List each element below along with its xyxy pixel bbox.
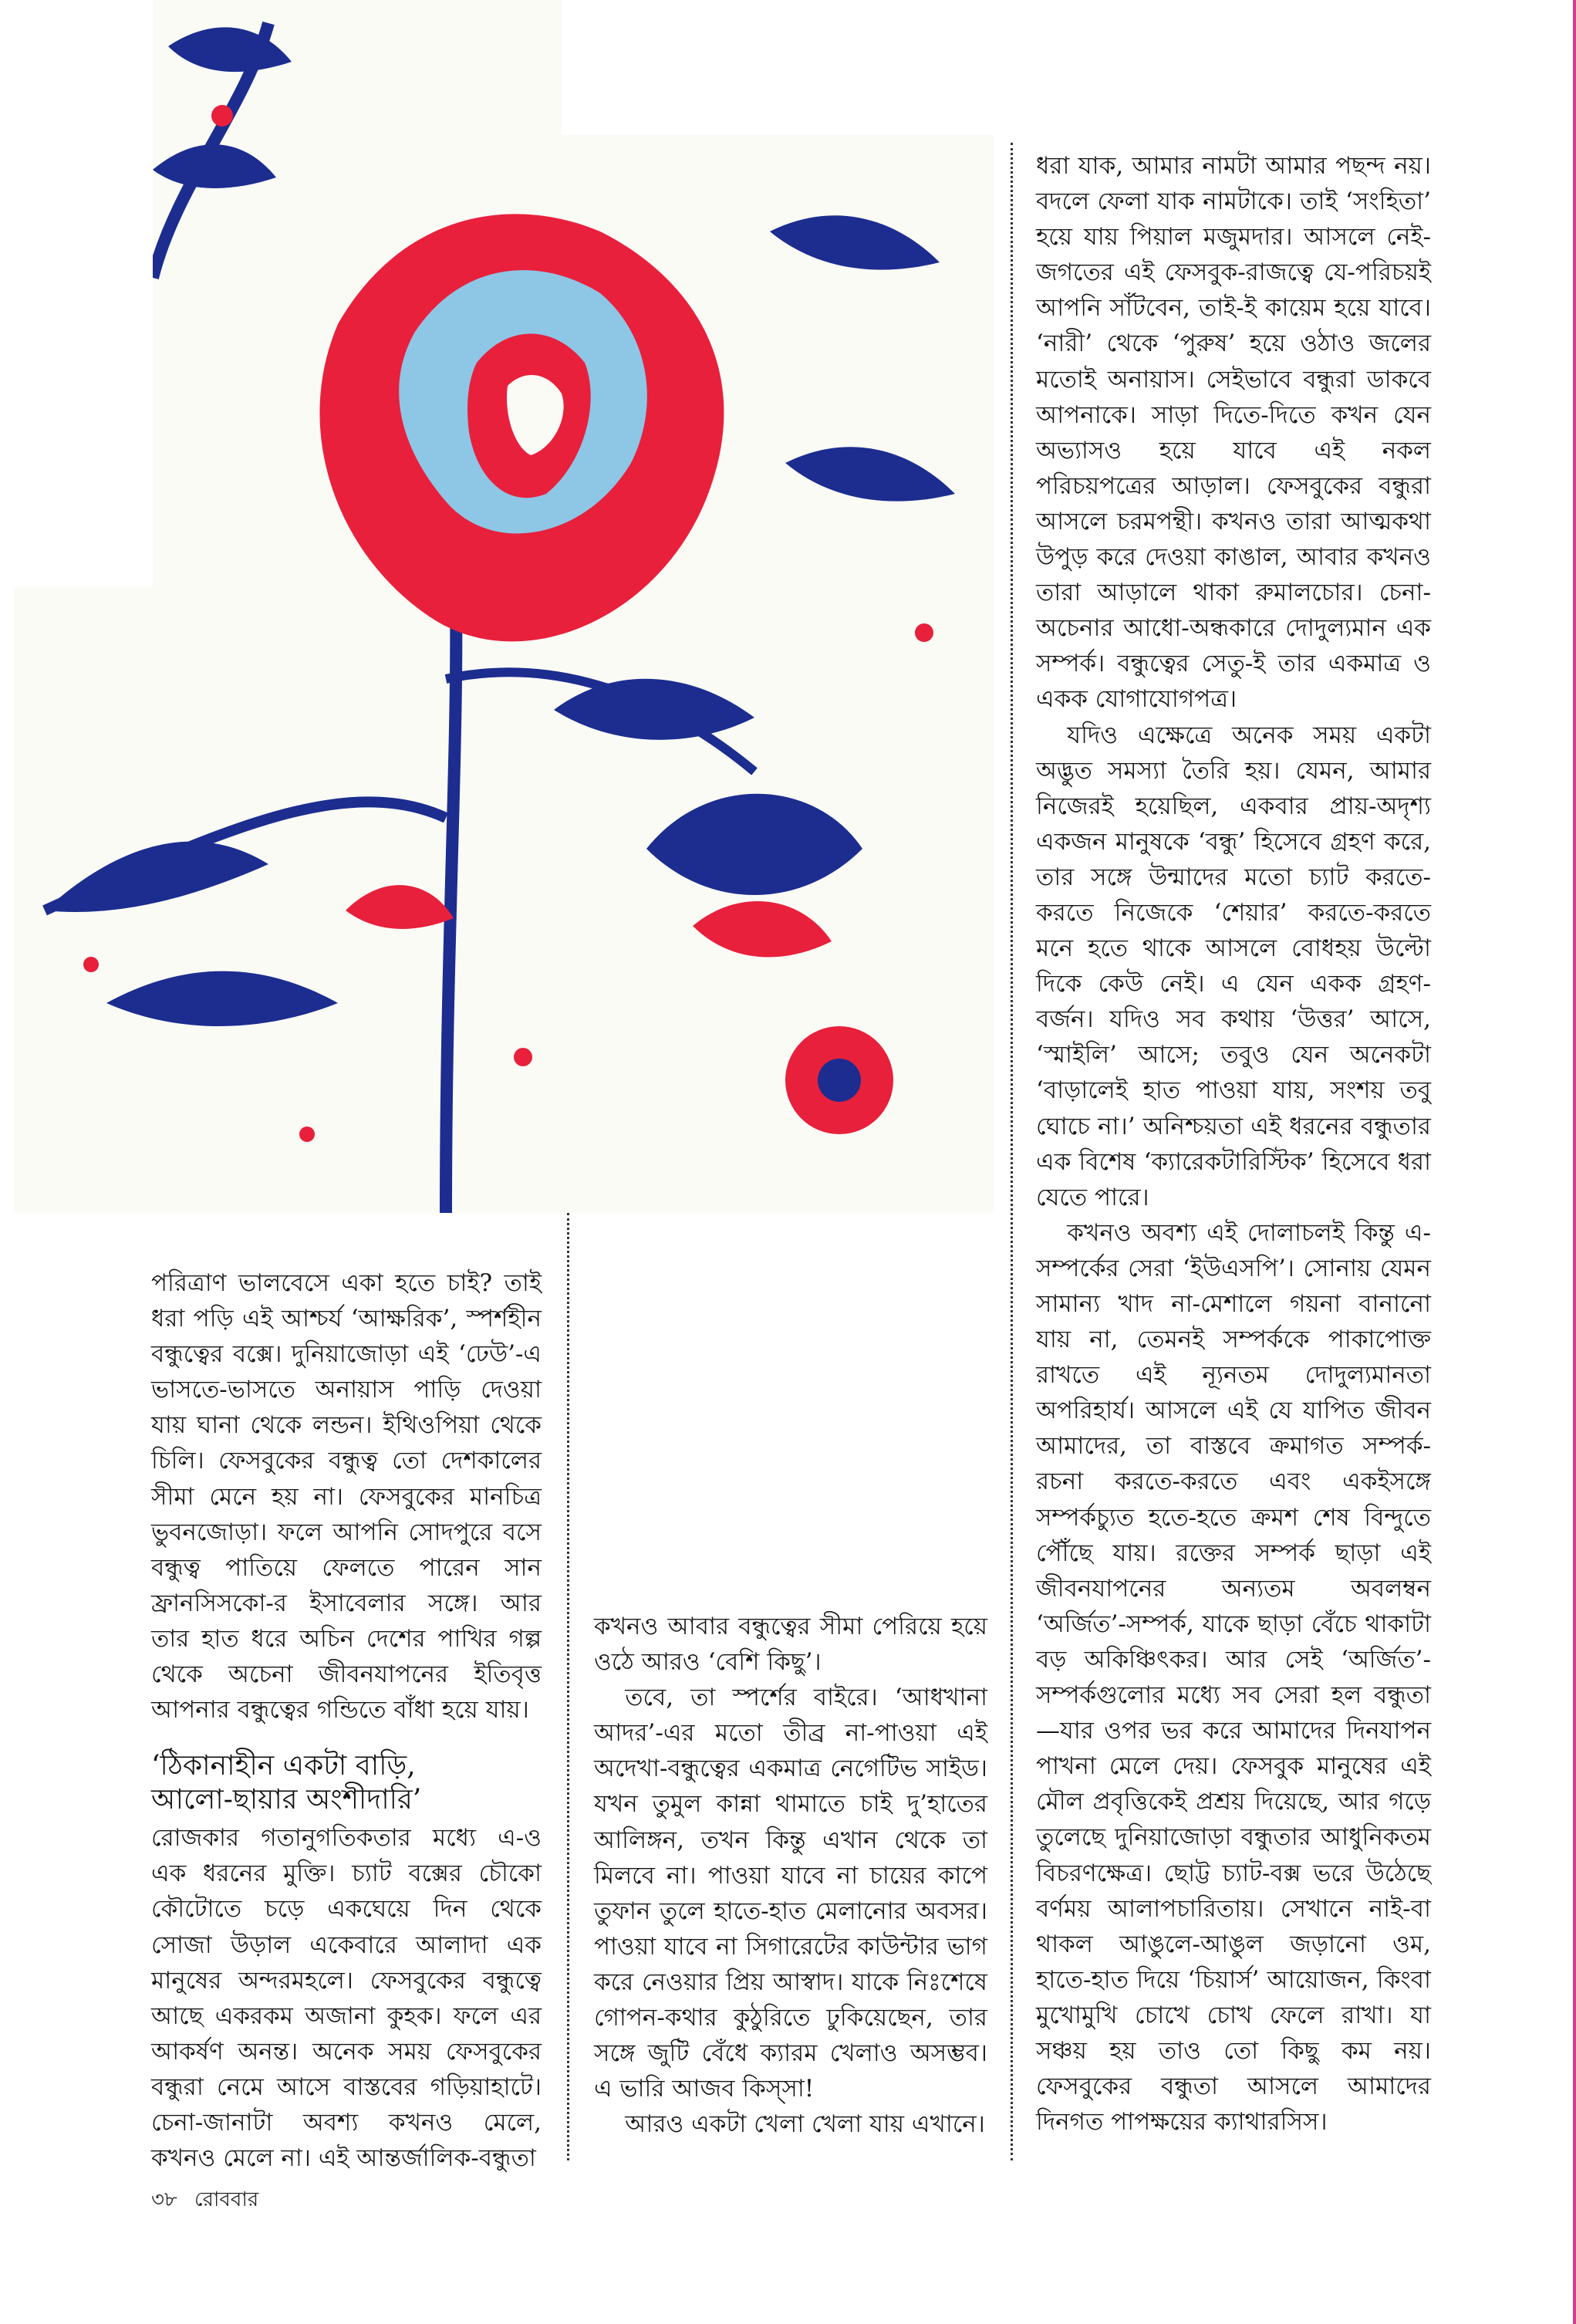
page-edge-accent — [1573, 0, 1576, 2324]
paragraph: কখনও আবার বন্ধুত্বের সীমা পেরিয়ে হয়ে ওঠে আরও ‘বেশি কিছু’। — [594, 1613, 987, 1677]
paragraph: ধরা যাক, আমার নামটা আমার পছন্দ নয়। বদলে ফেলা যাক নামটাকে। তাই ‘সংহিতা’ হয়ে যায় পিয়াল মজুমদার। আসলে নেই-জগতের এই ফেসবুক-রাজত্বে যে-পরিচয়ই আপনি সাঁটবেন, তাই-ই কায়েম হয়ে যাবে। ‘নারী’ থেকে ‘পুরুষ’ হয়ে ওঠাও জলের মতোই অনায়াস। সেইভাবে বন্ধুরা ডাকবে আপনাকে। সাড়া দিতে-দিতে কখন যেন অভ্যাসও হয়ে যাবে এই নকল পরিচয়পত্রের আড়াল। ফেসবুকের বন্ধুরা আসলে চরমপন্থী। কখনও তারা আত্মকথা উপুড় করে দেওয়া কাঙাল, আবার কখনও তারা আড়ালে থাকা রুমালচোর। চেনা-অচেনার আধো-অন্ধকারে দোদুল্যমান এক সম্পর্ক। বন্ধুত্বের সেতু-ই তার একমাত্র ও একক যোগাযোগপত্র। — [1036, 152, 1431, 714]
magazine-name: রোববার — [194, 2188, 259, 2211]
subheading-line: ‘ঠিকানাহীন একটা বাড়ি, — [151, 1750, 416, 1782]
column-rule-right — [1011, 143, 1013, 2160]
paragraph: যদিও এক্ষেত্রে অনেক সময় একটা অদ্ভুত সমস্যা তৈরি হয়। যেমন, আমার নিজেরই হয়েছিল, একবার প্রায়-অদৃশ্য একজন মানুষকে ‘বন্ধু’ হিসেবে গ্রহণ করে, তার সঙ্গে উন্মাদের মতো চ্যাট করতে-করতে নিজেকে ‘শেয়ার’ করতে-করতে মনে হতে থাকে আসলে বোধহয় উল্টো দিকে কেউ নেই। এ যেন একক গ্রহণ-বর্জন। যদিও সব কথায় ‘উত্তর’ আসে, ‘স্মাইলি’ আসে; তবুও যেন অনেকটা ‘বাড়ালেই হাত পাওয়া যায়, সংশয় তবু ঘোচে না।’ অনিশ্চয়তা এই ধরনের বন্ধুতার এক বিশেষ ‘ক্যারেকটারিস্টিক’ হিসেবে ধরা যেতে পারে। — [1036, 721, 1431, 1211]
column-middle — [594, 1609, 987, 2142]
page-footer — [151, 2184, 269, 2218]
paragraph: রোজকার গতানুগতিকতার মধ্যে এ-ও এক ধরনের মুক্তি। চ্যাট বক্সের চৌকো কৌটোতে চড়ে একঘেয়ে দিন থেকে সোজা উড়াল একেবারে আলাদা এক মানুষের অন্দরমহলে। ফেসবুকের বন্ধুত্বে আছে একরকম অজানা কুহক। ফলে এর আকর্ষণ অনন্ত। অনেক সময় ফেসবুকের বন্ধুরা নেমে আসে বাস্তবের গড়িয়াহাটে। চেনা-জানাটা অবশ্য কখনও মেলে, কখনও মেলে না। এই আন্তর্জালিক-বন্ধুতা — [151, 1824, 542, 2173]
column-rule-left — [567, 1213, 569, 2160]
subheading — [151, 1749, 542, 1817]
floral-illustration — [14, 0, 994, 1213]
column-right — [1036, 148, 1431, 2140]
paragraph: আরও একটা খেলা খেলা যায় এখানে। — [625, 2110, 985, 2139]
paragraph: কখনও অবশ্য এই দোলাচলই কিন্তু এ-সম্পর্কের সেরা ‘ইউএসপি’। সোনায় যেমন সামান্য খাদ না-মেশালে গয়না বানানো যায় না, তেমনই সম্পর্ককে পাকাপোক্ত রাখতে এই ন্যূনতম দোদুল্যমানতা অপরিহার্য। আসলে এই যে যাপিত জীবন আমাদের, তা বাস্তবে ক্রমাগত সম্পর্ক-রচনা করতে-করতে এবং একইসঙ্গে সম্পর্কচ্যুত হতে-হতে ক্রমশ শেষ বিন্দুতে পৌঁছে যায়। রক্তের সম্পর্ক ছাড়া এই জীবনযাপনের অন্যতম অবলম্বন ‘অর্জিত’-সম্পর্ক, যাকে ছাড়া বেঁচে থাকাটা বড় অকিঞ্চিৎকর। আর সেই ‘অর্জিত’-সম্পর্কগুলোর মধ্যে সব সেরা হল বন্ধুতা—যার ওপর ভর করে আমাদের দিনযাপন পাখনা মেলে দেয়। ফেসবুক মানুষের এই মৌল প্রবৃত্তিকেই প্রশ্রয় দিয়েছে, আর গড়ে তুলেছে দুনিয়াজোড়া বন্ধুতার আধুনিকতম বিচরণক্ষেত্র। ছোট্ট চ্যাট-বক্স ভরে উঠেছে বর্ণময় আলাপচারিতায়। সেখানে নাই-বা থাকল আঙুলে-আঙুল জড়ানো ওম, হাতে-হাত দিয়ে ‘চিয়ার্স’ আয়োজন, কিংবা মুখোমুখি চোখে চোখ ফেলে রাখা। যা সঞ্চয় হয় তাও তো কিছু কম নয়। ফেসবুকের বন্ধুতা আসলে আমাদের দিনগত পাপক্ষয়ের ক্যাথারসিস। — [1036, 1218, 1431, 2137]
column-left — [151, 1265, 542, 2176]
paragraph: তবে, তা স্পর্শের বাইরে। ‘আধখানা আদর’-এর মতো তীব্র না-পাওয়া এই অদেখা-বন্ধুত্বের একমাত্র নেগেটিভ সাইড। যখন তুমুল কান্না থামাতে চাই দু’হাতের আলিঙ্গন, তখন কিন্তু এখান থেকে তা মিলবে না। পাওয়া যাবে না চায়ের কাপে তুফান তুলে হাতে-হাত মেলানোর অবসর। পাওয়া যাবে না সিগারেটের কাউন্টার ভাগ করে নেওয়ার প্রিয় আস্বাদ। যাকে নিঃশেষে গোপন-কথার কুঠুরিতে ঢুকিয়েছেন, তার সঙ্গে জুটি বেঁধে ক্যারম খেলাও অসম্ভব। এ ভারি আজব কিস্‌সা! — [594, 1684, 987, 2103]
page-number: ৩৮ — [151, 2188, 177, 2211]
paragraph: পরিত্রাণ ভালবেসে একা হতে চাই? তাই ধরা পড়ি এই আশ্চর্য ‘আক্ষরিক’, স্পর্শহীন বন্ধুত্বের বক্সে। দুনিয়াজোড়া এই ‘ঢেউ’-এ ভাসতে-ভাসতে অনায়াস পাড়ি দেওয়া যায় ঘানা থেকে লন্ডন। ইথিওপিয়া থেকে চিলি। ফেসবুকের বন্ধুত্ব তো দেশকালের সীমা মেনে হয় না। ফেসবুকের মানচিত্র ভুবনজোড়া। ফলে আপনি সোদপুরে বসে বন্ধুত্ব পাতিয়ে ফেলতে পারেন সান ফ্রানসিসকো-র ইসাবেলার সঙ্গে। আর তার হাত ধরে অচিন দেশের পাখির গল্প থেকে অচেনা জীবনযাপনের ইতিবৃত্ত আপনার বন্ধুত্বের গন্ডিতে বাঁধা হয়ে যায়। — [151, 1269, 542, 1724]
subheading-line: আলো-ছায়ার অংশীদারি’ — [151, 1784, 422, 1816]
